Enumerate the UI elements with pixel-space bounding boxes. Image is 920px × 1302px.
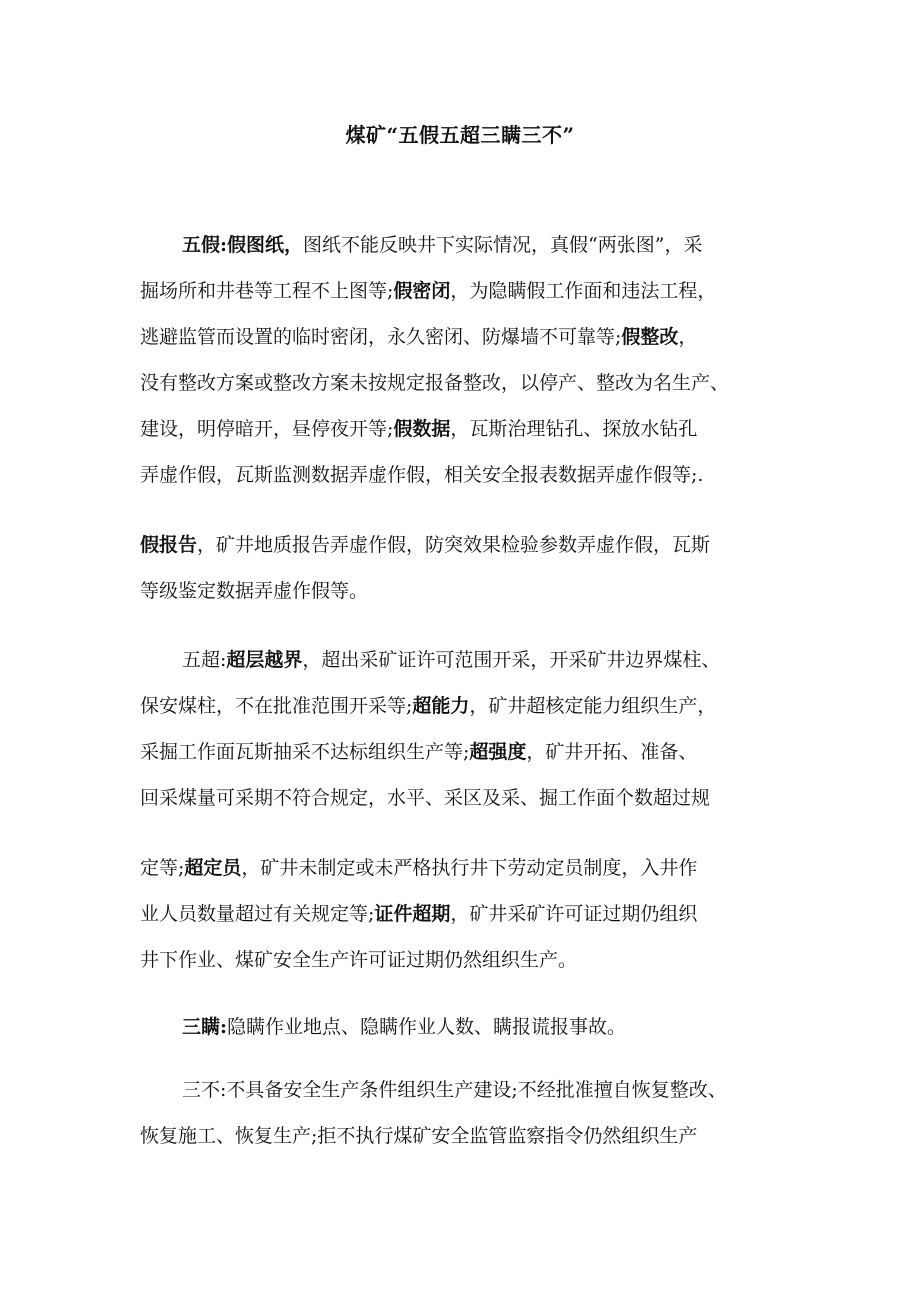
text-line [140,937,790,983]
text-line [140,845,790,891]
bold-term: 三瞒: [182,1016,228,1038]
text-run: ，为隐瞒假工作面和违法工程， [450,280,717,302]
text-run: 保安煤柱，不在批准范围开采等; [140,695,413,717]
paragraph-three-nots [140,1067,790,1159]
text-line [140,891,790,937]
text-run: 图纸不能反映井下实际情况，真假“两张图”，采 [303,234,703,256]
text-run: ，矿井未制定或未严格执行井下劳动定员制度，入井作 [241,857,698,879]
text-line [140,268,790,314]
bold-term: 证件超期 [374,903,451,925]
text-run: ，矿井超核定能力组织生产， [469,695,717,717]
text-run: 五超: [182,649,227,671]
text-line [140,360,790,406]
text-run: ，矿井开拓、准备、 [526,741,698,763]
paragraph-five-exceeds-continued [140,845,790,983]
text-run: ，超出采矿证许可范围开采，开采矿井边界煤柱、 [302,649,721,671]
bold-term: 超能力 [412,695,470,717]
text-run: 三不:不具备安全生产条件组织生产建设;不经批准擅自恢复整改、 [182,1079,727,1101]
text-run: ，瓦斯治理钻孔、探放水钻孔 [450,418,698,440]
bold-term: 超定员 [184,857,242,879]
text-run: ，矿井采矿许可证过期仍组织 [450,903,698,925]
text-run: 采掘工作面瓦斯抽采不达标组织生产等; [140,741,470,763]
text-line [140,637,790,683]
text-run: 掘场所和井巷等工程不上图等; [140,280,394,302]
text-line [140,406,790,452]
document-title: 煤矿“五假五超三瞒三不” [345,123,575,147]
text-line [140,1004,790,1050]
text-run: 定等; [140,857,185,879]
text-run: 弄虚作假，瓦斯监测数据弄虚作假，相关安全报表数据弄虚作假等;. [140,464,704,486]
text-line [140,522,790,568]
text-run: 等级鉴定数据弄虚作假等。 [140,580,369,602]
bold-term: 超层越界 [226,649,303,671]
text-line [140,1067,790,1113]
bold-term: 五假:假图纸， [182,234,304,256]
text-line [140,314,790,360]
text-line [140,568,790,614]
paragraph-five-fakes [140,222,790,498]
bold-term: 假报告 [140,534,198,556]
text-line [140,452,790,498]
text-run: 逃避监管而设置的临时密闭，永久密闭、防爆墙不可靠等; [140,326,622,348]
text-line [140,222,790,268]
paragraph-five-exceeds [140,637,790,821]
text-run: ， [678,326,698,348]
text-run: ，矿井地质报告弄虚作假，防突效果检验参数弄虚作假，瓦斯 [197,534,711,556]
paragraph-three-conceals [140,1004,790,1050]
text-line [140,683,790,729]
text-run: 回采煤量可采期不符合规定，水平、采区及采、掘工作面个数超过规 [140,787,711,809]
text-run: 业人员数量超过有关规定等; [140,903,375,925]
text-run: 建设，明停暗开，昼停夜开等; [140,418,394,440]
text-line [140,775,790,821]
text-run: 隐瞒作业地点、隐瞒作业人数、瞒报谎报事故。 [227,1016,627,1038]
text-run: 没有整改方案或整改方案未按规定报备整改，以停产、整改为名生产、 [140,372,730,394]
bold-term: 超强度 [469,741,527,763]
text-run: 井下作业、煤矿安全生产许可证过期仍然组织生产。 [140,949,578,971]
text-run: 恢复施工、恢复生产;拒不执行煤矿安全监管监察指令仍然组织生产 [140,1125,698,1147]
text-line [140,729,790,775]
bold-term: 假数据 [393,418,451,440]
paragraph-fake-report [140,522,790,614]
bold-term: 假密闭 [393,280,451,302]
bold-term: 假整改 [621,326,679,348]
text-line [140,1113,790,1159]
